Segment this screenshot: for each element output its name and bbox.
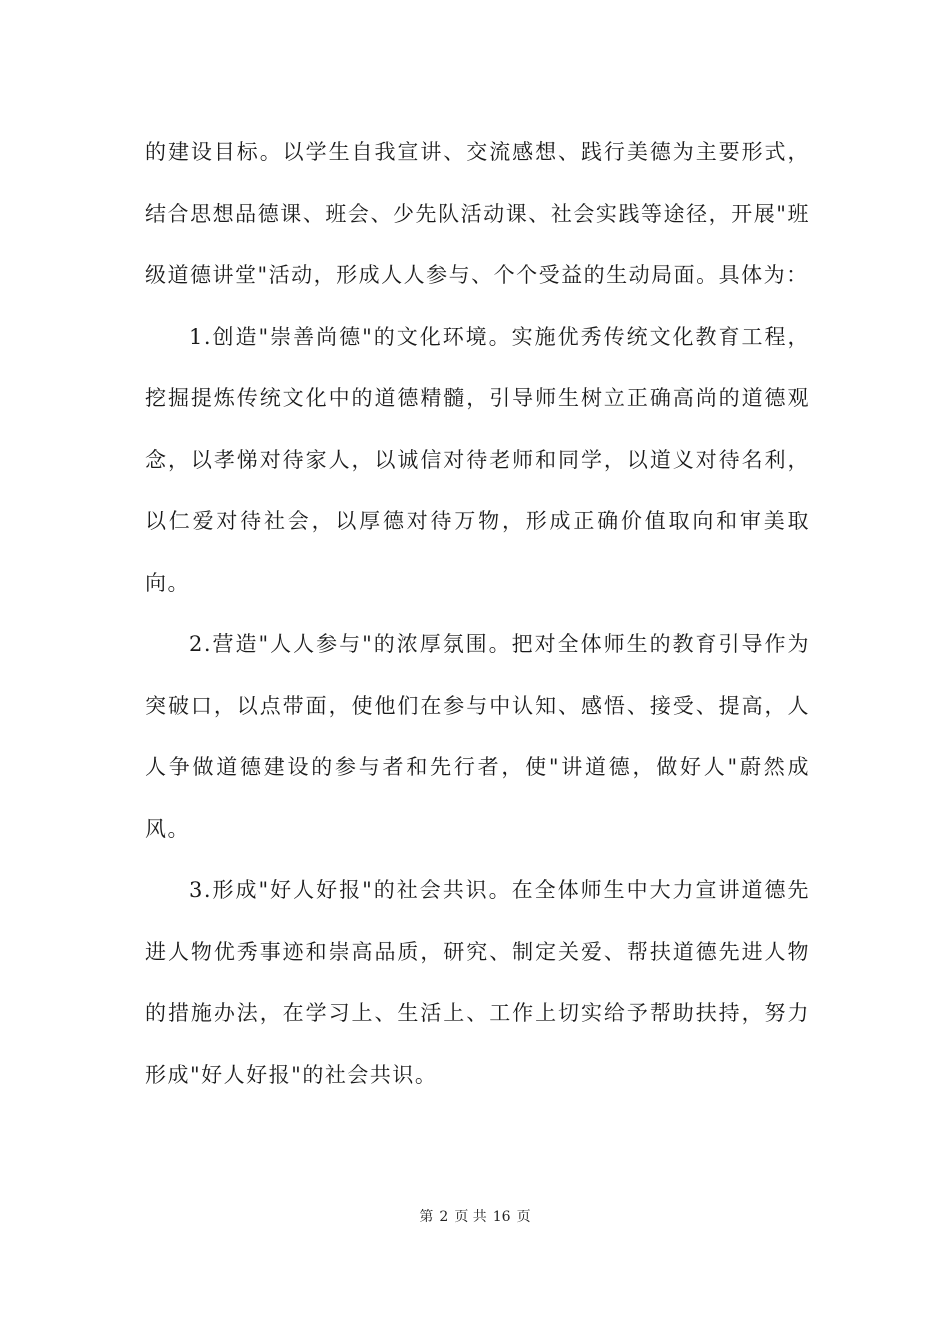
paragraph-intro: 的建设目标。以学生自我宣讲、交流感想、践行美德为主要形式，结合思想品德课、班会、少先队活动课、社会实践等途径，开展"班级道德讲堂"活动，形成人人参与、个个受益的生动局面。具体为： bbox=[145, 140, 810, 287]
document-body bbox=[145, 122, 810, 1106]
footer-current-page: 2 bbox=[439, 1209, 449, 1225]
footer-suffix: 页 bbox=[516, 1209, 531, 1225]
page-footer bbox=[0, 1207, 950, 1227]
footer-middle: 页 共 bbox=[454, 1209, 487, 1225]
footer-total-pages: 16 bbox=[492, 1209, 511, 1225]
paragraph-item-3: 3.形成"好人好报"的社会共识。在全体师生中大力宣讲道德先进人物优秀事迹和崇高品质，研究、制定关爱、帮扶道德先进人物的措施办法，在学习上、生活上、工作上切实给予帮助扶持，努力形成"好人好报"的社会共识。 bbox=[145, 878, 810, 1087]
footer-prefix: 第 bbox=[419, 1209, 434, 1225]
paragraph-item-1: 1.创造"崇善尚德"的文化环境。实施优秀传统文化教育工程，挖掘提炼传统文化中的道德精髓，引导师生树立正确高尚的道德观念，以孝悌对待家人，以诚信对待老师和同学，以道义对待名利，以仁爱对待社会，以厚德对待万物，形成正确价值取向和审美取向。 bbox=[145, 324, 810, 595]
paragraph-item-2: 2.营造"人人参与"的浓厚氛围。把对全体师生的教育引导作为突破口，以点带面，使他们在参与中认知、感悟、接受、提高，人人争做道德建设的参与者和先行者，使"讲道德，做好人"蔚然成风。 bbox=[145, 632, 810, 841]
